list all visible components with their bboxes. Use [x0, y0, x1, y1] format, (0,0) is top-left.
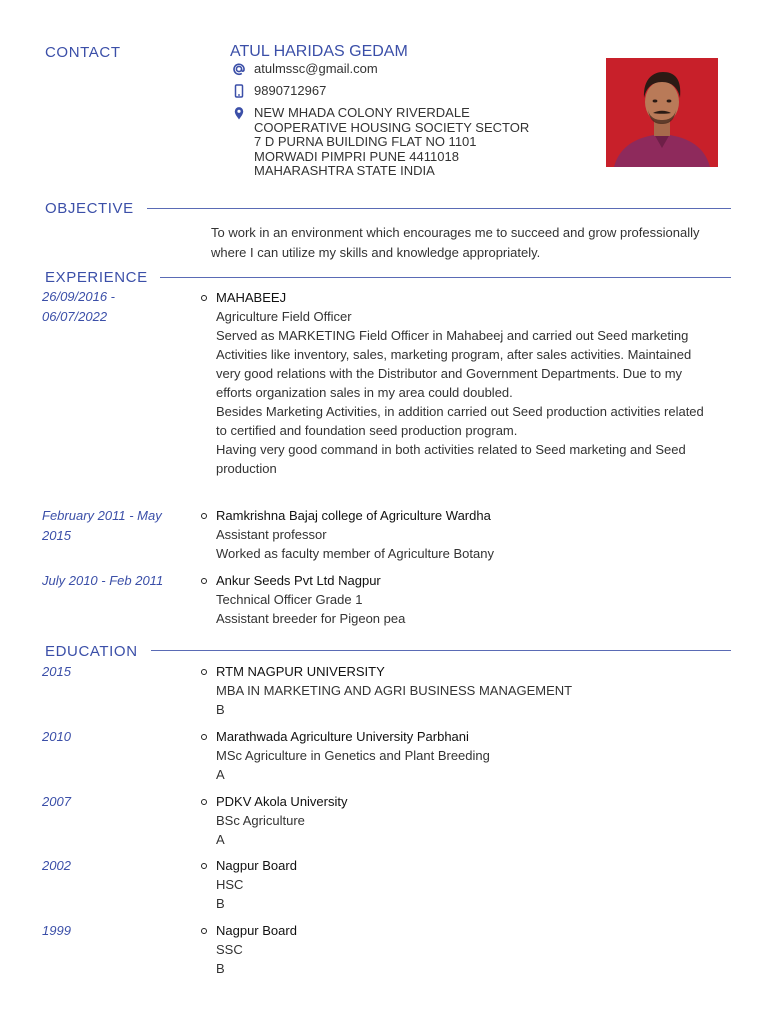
- date-line: July 2010 - Feb 2011: [42, 573, 164, 588]
- job-title: Assistant professor: [216, 527, 327, 542]
- grade: A: [216, 832, 225, 847]
- description-line: to certified and foundation seed production program.: [216, 423, 518, 438]
- institution-name: Nagpur Board: [216, 921, 731, 940]
- date-line: February 2011 - May: [42, 508, 162, 523]
- education-date: 2007: [42, 794, 71, 809]
- degree: MBA IN MARKETING AND AGRI BUSINESS MANAGEMENT: [216, 683, 573, 698]
- job-title: Agriculture Field Officer: [216, 309, 352, 324]
- contact-heading: CONTACT: [45, 44, 121, 61]
- section-divider: [160, 277, 731, 278]
- description-line: very good relations with the Distributor and Government Departments. Due to my: [216, 366, 683, 381]
- experience-heading: EXPERIENCE: [45, 269, 148, 286]
- institution-name: PDKV Akola University: [216, 792, 731, 811]
- experience-entry: [216, 571, 731, 628]
- address-line: 7 D PURNA BUILDING FLAT NO 1101: [254, 134, 477, 149]
- education-entry: [216, 856, 731, 913]
- date-line: 06/07/2022: [42, 308, 108, 324]
- date-line: 2015: [42, 527, 71, 543]
- grade: B: [216, 702, 225, 717]
- employer-name: MAHABEEJ: [216, 288, 731, 307]
- description-line: efforts organization sales in my area could doubled.: [216, 385, 513, 400]
- profile-photo: [606, 58, 718, 167]
- experience-entry: [216, 288, 731, 478]
- objective-heading: OBJECTIVE: [45, 200, 134, 217]
- location-pin-icon: [232, 106, 246, 120]
- address-block: [254, 106, 529, 179]
- experience-date: [42, 287, 182, 326]
- description-line: Activities like inventory, sales, marketing program, after sales activities. Maintained: [216, 347, 692, 362]
- description-line: Served as MARKETING Field Officer in Mahabeej and carried out Seed marketing: [216, 328, 689, 343]
- education-date: 2015: [42, 664, 71, 679]
- section-divider: [147, 208, 731, 209]
- education-date: 2010: [42, 729, 71, 744]
- education-entry: [216, 792, 731, 849]
- degree: HSC: [216, 877, 244, 892]
- education-entry: [216, 727, 731, 784]
- experience-date: [42, 506, 182, 545]
- address-line: MAHARASHTRA STATE INDIA: [254, 163, 435, 178]
- description-line: Besides Marketing Activities, in addition carried out Seed production activities related: [216, 404, 704, 419]
- employer-name: Ankur Seeds Pvt Ltd Nagpur: [216, 571, 731, 590]
- institution-name: Marathwada Agriculture University Parbhani: [216, 727, 731, 746]
- grade: B: [216, 961, 225, 976]
- experience-date: [42, 571, 182, 591]
- address-line: NEW MHADA COLONY RIVERDALE: [254, 105, 470, 120]
- phone-text: 9890712967: [254, 83, 327, 98]
- person-name: ATUL HARIDAS GEDAM: [230, 43, 408, 60]
- institution-name: RTM NAGPUR UNIVERSITY: [216, 662, 731, 681]
- institution-name: Nagpur Board: [216, 856, 731, 875]
- description-line: production: [216, 461, 277, 476]
- at-icon: [232, 62, 246, 76]
- address-line: COOPERATIVE HOUSING SOCIETY SECTOR: [254, 119, 530, 135]
- objective-text: To work in an environment which encourages me to succeed and grow professionally where I can utilize my skills and knowledge appropriately.: [211, 225, 700, 260]
- employer-name: Ramkrishna Bajaj college of Agriculture Wardha: [216, 506, 731, 525]
- degree: BSc Agriculture: [216, 813, 305, 828]
- grade: A: [216, 767, 225, 782]
- education-date: 2002: [42, 858, 71, 873]
- section-divider: [151, 650, 731, 651]
- phone-icon: [232, 84, 246, 98]
- experience-entry: [216, 506, 731, 563]
- description-line: Assistant breeder for Pigeon pea: [216, 611, 406, 626]
- description-line: Worked as faculty member of Agriculture Botany: [216, 546, 494, 561]
- grade: B: [216, 896, 225, 911]
- education-entry: [216, 662, 731, 719]
- date-line: 26/09/2016 -: [42, 289, 116, 304]
- education-heading: EDUCATION: [45, 643, 138, 660]
- description-line: Having very good command in both activities related to Seed marketing and Seed: [216, 442, 686, 457]
- email-text: atulmssc@gmail.com: [254, 61, 378, 76]
- degree: SSC: [216, 942, 243, 957]
- degree: MSc Agriculture in Genetics and Plant Breeding: [216, 748, 490, 763]
- education-date: 1999: [42, 923, 71, 938]
- education-entry: [216, 921, 731, 978]
- job-title: Technical Officer Grade 1: [216, 592, 363, 607]
- address-line: MORWADI PIMPRI PUNE 4411018: [254, 148, 459, 164]
